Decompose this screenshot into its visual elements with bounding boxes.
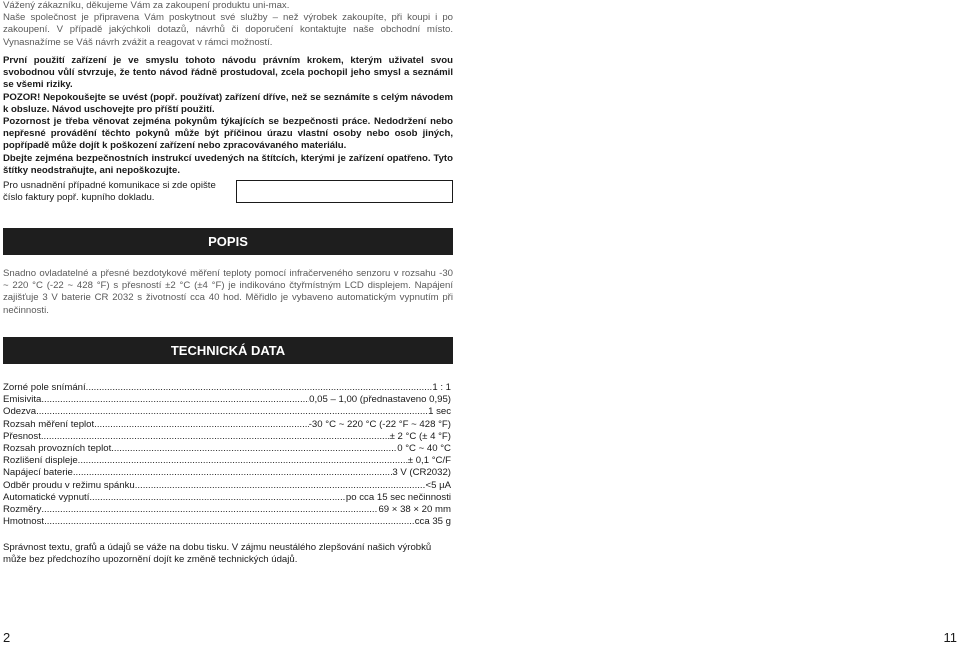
spec-name: Přesnost (3, 430, 41, 442)
section-heading-popis: POPIS (3, 228, 453, 255)
intro-text (3, 0, 453, 49)
spec-value: po cca 15 sec nečinnosti (345, 491, 451, 503)
section-heading-technical-data: TECHNICKÁ DATA (3, 337, 453, 364)
spec-leader-dots (86, 382, 433, 394)
spec-name: Emisivita (3, 394, 42, 406)
spec-name: Rozměry (3, 503, 42, 515)
spec-leader-dots (44, 516, 415, 528)
spec-leader-dots (41, 504, 378, 516)
spec-leader-dots (78, 455, 408, 467)
spec-table (3, 382, 451, 528)
intro-paragraph: Naše společnost je připravena Vám poskytnout své služby – než výrobek zakoupíte, při koupi i po zakoupení. V případě jakýchkoli dotazů, návrhů či doporučení kontaktujte naše obchodní místo. Vynasnažíme se Váš návrh zvážit a reagovat v rámci možností. (3, 12, 453, 48)
disclaimer-note: Správnost textu, grafů a údajů se váže na dobu tisku. V zájmu neustálého zlepšování našich výrobků může bez předchozího upozornění dojít ke změně technických údajů. (3, 542, 432, 566)
spec-value: ± 0,1 °C/F (407, 455, 451, 467)
spec-value: -30 °C ~ 220 °C (-22 °F ~ 428 °F) (308, 418, 451, 430)
spec-leader-dots (41, 394, 309, 406)
invoice-number-box[interactable] (236, 180, 453, 203)
spec-leader-dots (111, 443, 397, 455)
spec-leader-dots (94, 419, 309, 431)
spec-row (3, 382, 451, 394)
spec-value: cca 35 g (414, 516, 451, 528)
spec-name: Rozsah měření teplot (3, 418, 95, 430)
spec-leader-dots (135, 480, 426, 492)
product-description: Snadno ovladatelné a přesné bezdotykové měření teploty pomocí infračerveného senzoru v rozsahu -30 ~ 220 °C (-22 ~ 428 °F) s přesností ±2 °C (±4 °F) je indikováno čtyřmístným LCD displejem. Napájení zajišťuje 3 V baterie CR 2032 s životností cca 40 hod. Měřidlo je vybaveno automatickým vypnutím při nečinnosti. (3, 268, 453, 316)
safety-notice (3, 55, 453, 177)
spec-row (3, 516, 451, 528)
spec-value: 1 : 1 (432, 382, 451, 393)
page-number-right: 11 (943, 630, 957, 645)
spec-value: ± 2 °C (± 4 °F) (389, 430, 451, 442)
spec-value: 3 V (CR2032) (392, 467, 451, 479)
spec-name: Odezva (3, 406, 37, 418)
safety-paragraph-4: Dbejte zejména bezpečnostních instrukcí uvedených na štítcích, kterými je zařízení opatřeno. Tyto štítky neodstraňujte, ani nepoškozujte. (3, 152, 453, 176)
spec-value: <5 µA (425, 479, 451, 491)
page-number-left: 2 (3, 630, 11, 645)
spec-name: Zorné pole snímání (3, 382, 86, 393)
greeting: Vážený zákazníku, děkujeme Vám za zakoupení produktu uni-max. (3, 0, 290, 11)
spec-row (3, 406, 451, 418)
spec-name: Hmotnost (3, 516, 45, 528)
spec-row (3, 504, 451, 516)
spec-leader-dots (73, 467, 392, 479)
safety-paragraph-2: POZOR! Nepokoušejte se uvést (popř. používat) zařízení dříve, než se seznámíte s celým návodem k obsluze. Návod uschovejte pro příští použití. (3, 91, 453, 115)
spec-name: Automatické vypnutí (3, 491, 90, 503)
spec-leader-dots (41, 431, 390, 443)
spec-row (3, 431, 451, 443)
spec-name: Rozsah provozních teplot (3, 442, 112, 454)
spec-row (3, 443, 451, 455)
spec-leader-dots (36, 406, 428, 418)
spec-row (3, 492, 451, 504)
safety-paragraph-1: První použití zařízení je ve smyslu tohoto návodu právním krokem, kterým uživatel svou svobodnou vůlí stvrzuje, že tento návod řádně prostudoval, zcela pochopil jeho smysl a seznámil se všemi riziky. (3, 55, 453, 91)
spec-row (3, 419, 451, 431)
spec-leader-dots (89, 492, 346, 504)
spec-name: Odběr proudu v režimu spánku (3, 479, 135, 491)
spec-row (3, 455, 451, 467)
spec-value: 69 × 38 × 20 mm (378, 503, 451, 515)
safety-paragraph-3: Pozornost je třeba věnovat zejména pokynům týkajících se bezpečnosti práce. Nedodržení nebo nepřesné provádění těchto pokynů může být příčinou úrazu vlastní osoby nebo osob jiných, popřípadě může dojít k poškození zařízení nebo zpracovávaného materiálu. (3, 116, 453, 152)
spec-value: 0 °C ~ 40 °C (397, 442, 451, 454)
spec-row (3, 394, 451, 406)
spec-value: 1 sec (428, 406, 451, 418)
spec-name: Rozlišení displeje (3, 455, 78, 467)
spec-row (3, 467, 451, 479)
spec-name: Napájecí baterie (3, 467, 73, 479)
invoice-label: Pro usnadnění případné komunikace si zde opište číslo faktury popř. kupního dokladu. (3, 180, 216, 204)
spec-value: 0,05 – 1,00 (přednastaveno 0,95) (309, 394, 451, 406)
spec-row (3, 480, 451, 492)
